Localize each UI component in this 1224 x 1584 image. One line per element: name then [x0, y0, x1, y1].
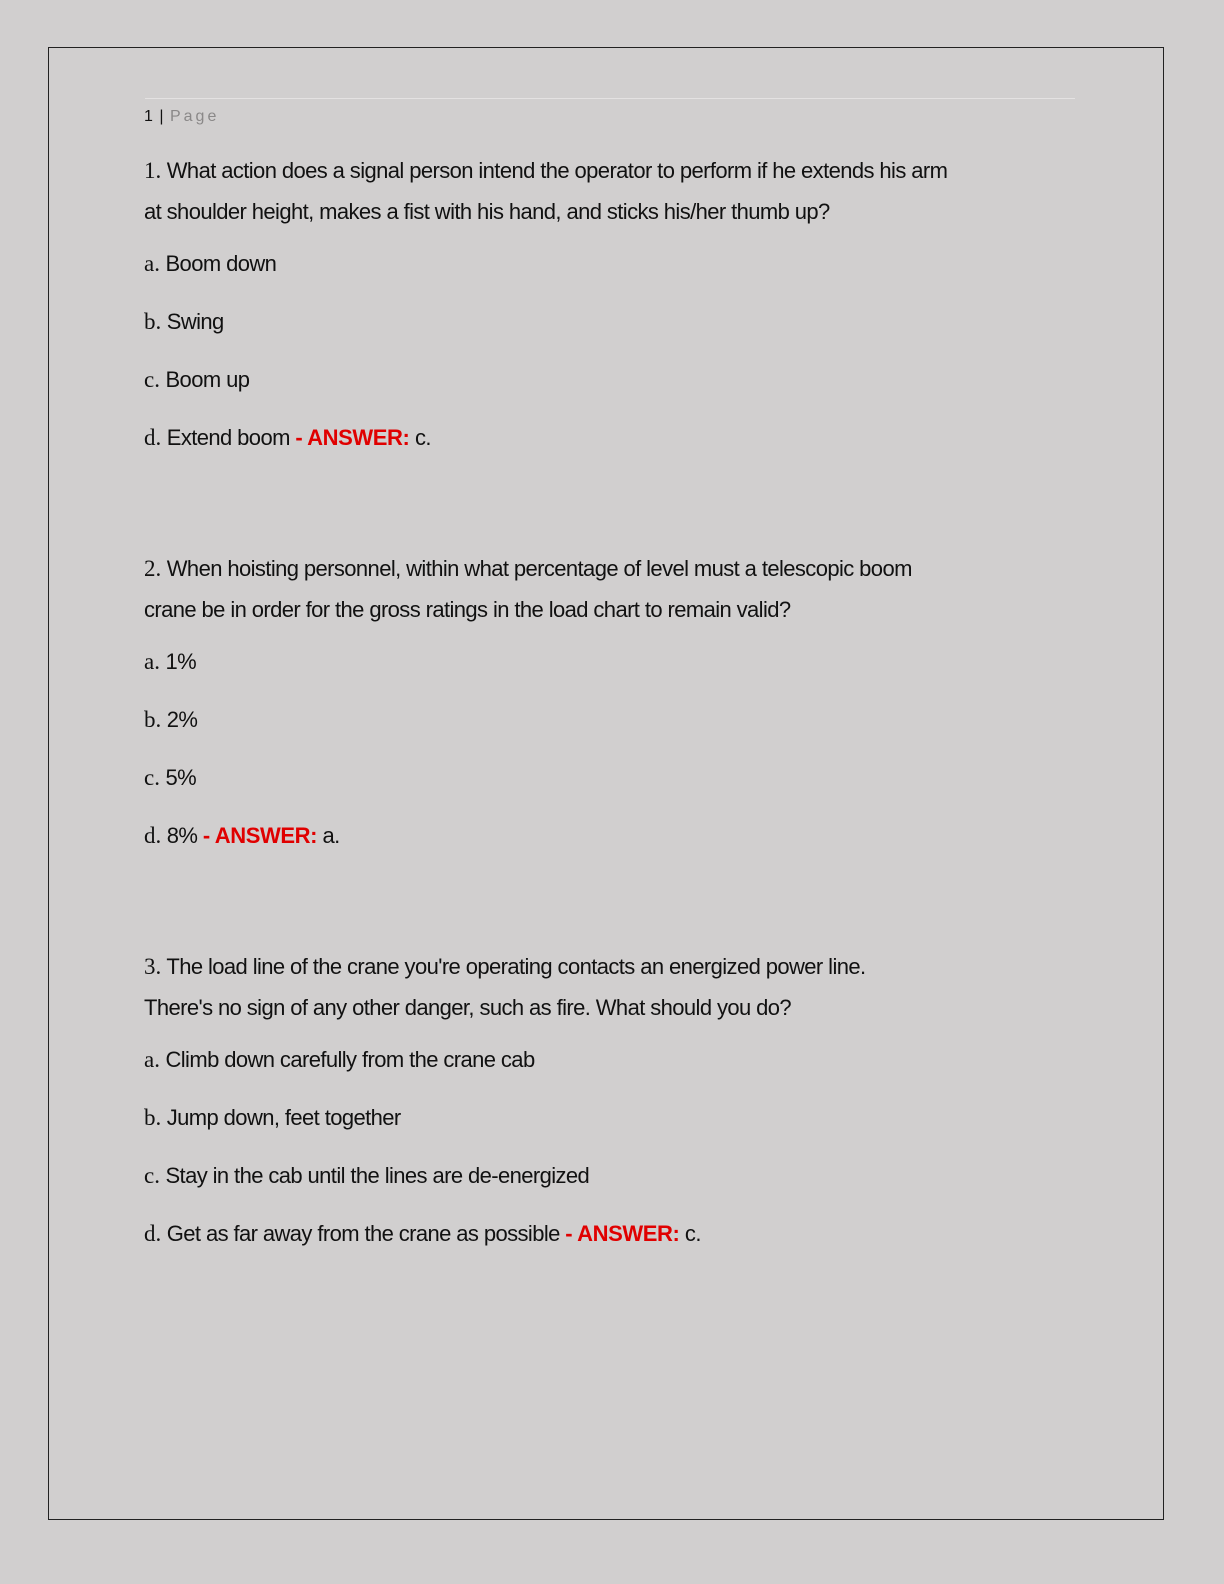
question-line-1: What action does a signal person intend the operator to perform if he extends his arm [166, 158, 948, 183]
option-b [144, 1102, 1064, 1134]
page-word: Page [169, 108, 220, 125]
option-letter: a. [144, 251, 160, 276]
option-letter: a. [144, 1047, 160, 1072]
option-c [144, 364, 1064, 396]
option-d [144, 820, 1064, 852]
option-letter: a. [144, 649, 160, 674]
option-text: Extend boom [166, 425, 290, 450]
option-text: Get as far away from the crane as possible [166, 1221, 560, 1246]
answer-value: c. [414, 425, 431, 450]
option-letter: c. [144, 1163, 160, 1188]
page-number [144, 108, 219, 126]
question-2 [144, 548, 1064, 852]
option-a [144, 646, 1064, 678]
option-text: Swing [166, 309, 224, 334]
option-b [144, 306, 1064, 338]
option-a [144, 248, 1064, 280]
option-c [144, 1160, 1064, 1192]
answer-value: c. [684, 1221, 701, 1246]
option-d [144, 1218, 1064, 1250]
option-letter: d. [144, 425, 162, 450]
answer-label: - ANSWER: [565, 1221, 680, 1246]
option-b [144, 704, 1064, 736]
option-text: Stay in the cab until the lines are de-energized [165, 1163, 590, 1188]
option-letter: b. [144, 309, 162, 334]
question-number: 3. [144, 954, 162, 979]
question-line-2: crane be in order for the gross ratings in the load chart to remain valid? [144, 597, 791, 622]
question-1 [144, 150, 1064, 454]
option-letter: b. [144, 1105, 162, 1130]
answer-label: - ANSWER: [202, 823, 318, 848]
option-text: Climb down carefully from the crane cab [165, 1047, 535, 1072]
option-d [144, 422, 1064, 454]
option-text: 5% [165, 765, 197, 790]
option-text: 1% [165, 649, 197, 674]
option-text: 8% [166, 823, 198, 848]
option-a [144, 1044, 1064, 1076]
question-3 [144, 946, 1064, 1250]
option-text: Jump down, feet together [166, 1105, 401, 1130]
header-rule [145, 98, 1075, 99]
question-number: 2. [144, 556, 162, 581]
option-letter: d. [144, 1221, 162, 1246]
option-letter: b. [144, 707, 162, 732]
question-line-1: The load line of the crane you're operating contacts an energized power line. [166, 954, 866, 979]
option-letter: c. [144, 367, 160, 392]
question-number: 1. [144, 158, 162, 183]
question-text [144, 150, 1064, 232]
question-line-2: at shoulder height, makes a fist with his hand, and sticks his/her thumb up? [144, 199, 830, 224]
option-letter: d. [144, 823, 162, 848]
answer-value: a. [322, 823, 340, 848]
question-text [144, 946, 1064, 1028]
question-text [144, 548, 1064, 630]
question-line-1: When hoisting personnel, within what percentage of level must a telescopic boom [166, 556, 912, 581]
option-c [144, 762, 1064, 794]
option-letter: c. [144, 765, 160, 790]
option-text: 2% [166, 707, 198, 732]
option-text: Boom down [165, 251, 277, 276]
option-text: Boom up [165, 367, 250, 392]
document-content [144, 150, 1064, 1344]
page-number-separator: | [159, 108, 165, 125]
question-line-2: There's no sign of any other danger, such as fire. What should you do? [144, 995, 792, 1020]
answer-label: - ANSWER: [295, 425, 410, 450]
page-number-value: 1 [144, 108, 154, 125]
